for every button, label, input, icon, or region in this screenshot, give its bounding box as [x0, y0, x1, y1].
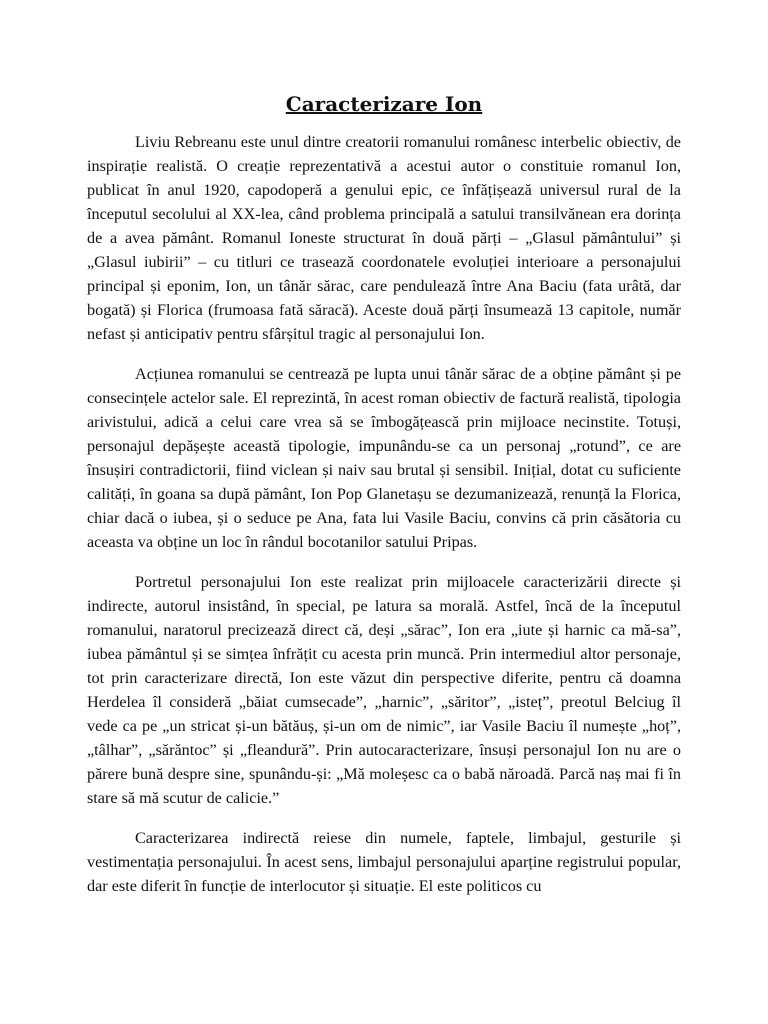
- paragraph-3: Portretul personajului Ion este realizat prin mijloacele caracterizării directe și indirecte, autorul insistând, în special, pe latura sa morală. Astfel, încă de la începutul romanului, naratorul precizează direct că, deși „sărac”, Ion era „iute și harnic ca mă-sa”, iubea pământul și se simțea înfrățit cu acesta prin muncă. Prin intermediul altor personaje, tot prin caracterizare directă, Ion este văzut din perspective diferite, pentru că doamna Herdelea îl consideră „băiat cumsecade”, „harnic”, „săritor”, „isteț”, preotul Belciug îl vede ca pe „un stricat și-un bătăuș, și-un om de nimic”, iar Vasile Baciu îl numește „hoț”, „tâlhar”, „sărăntoc” și „fleandură”. Prin autocaracterizare, însuși personajul Ion nu are o părere bună despre sine, spunându-și: „Mă moleșesc ca o babă năroadă. Parcă naș mai fi în stare să mă scutur de calicie.”: [87, 573, 681, 807]
- paragraph-4: Caracterizarea indirectă reiese din numele, faptele, limbajul, gesturile și vestimentația personajului. În acest sens, limbajul personajului aparține registrului popular, dar este diferit în funcție de interlocutor și situație. El este politicos cu: [87, 829, 681, 895]
- paragraph-1: Liviu Rebreanu este unul dintre creatorii romanului românesc interbelic obiectiv, de inspirație realistă. O creație reprezentativă a acestui autor o constituie romanul Ion, publicat în anul 1920, capodoperă a genului epic, ce înfățișează universul rural de la începutul secolului al XX-lea, când problema principală a satului transilvănean era dorința de a avea pământ. Romanul Ioneste structurat în două părți – „Glasul pământului” și „Glasul iubirii” – cu titluri ce trasează coordonatele evoluției interioare a personajului principal și eponim, Ion, un tânăr sărac, care pendulează între Ana Baciu (fata urâtă, dar bogată) și Florica (frumoasa fată săracă). Aceste două părți însumează 13 capitole, număr nefast și anticipativ pentru sfârșitul tragic al personajului Ion.: [87, 133, 681, 343]
- paragraph-2: Acțiunea romanului se centrează pe lupta unui tânăr sărac de a obține pământ și pe consecințele actelor sale. El reprezintă, în acest roman obiectiv de factură realistă, tipologia arivistului, adică a celui care vrea să se îmbogățească prin mijloace necinstite. Totuși, personajul depășește această tipologie, impunându-se ca un personaj „rotund”, ce are însușiri contradictorii, fiind viclean și naiv sau brutal și sensibil. Inițial, dotat cu suficiente calități, în goana sa după pământ, Ion Pop Glanetașu se dezumanizează, renunță la Florica, chiar dacă o iubea, și o seduce pe Ana, fata lui Vasile Baciu, convins că prin căsătoria cu aceasta va obține un loc în rândul bocotanilor satului Pripas.: [87, 365, 681, 551]
- document-title: Caracterizare Ion: [285, 92, 483, 116]
